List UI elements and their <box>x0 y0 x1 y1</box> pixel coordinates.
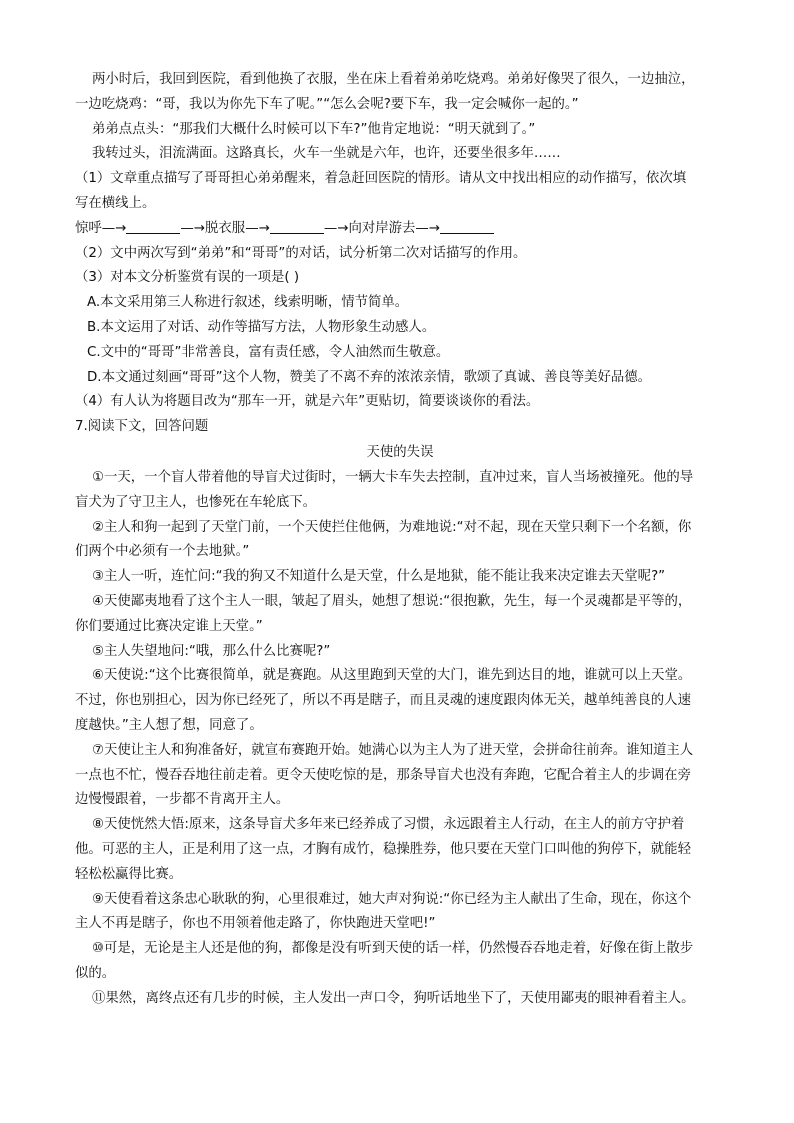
option-d: D.本文通过刻画“哥哥”这个人物，赞美了不离不弃的浓浓亲情，歌颂了真诚、善良等美好品德。 <box>87 369 652 385</box>
question-6-4: （4）有人认为将题目改为“那车一开，就是六年”更贴切，简要谈谈你的看法。 <box>75 394 540 410</box>
passage-paragraph-6-line-1: ⑥天使说:“这个比赛很简单，就是赛跑。从这里跑到天堂的大门，谁先到达目的地，谁就可以上天堂。 <box>92 668 692 684</box>
question-6-1-line-2: 写在横线上。 <box>75 195 156 211</box>
question-6-1-line-1: （1）文章重点描写了哥哥担心弟弟醒来，着急赶回医院的情形。请从文中找出相应的动作描写，依次填 <box>75 171 687 187</box>
action-step-2: 脱衣服 <box>205 220 246 236</box>
passage-paragraph-4-line-2: 你们要通过比赛决定谁上天堂。” <box>75 618 263 634</box>
action-step-3: 向对岸游去 <box>348 220 416 236</box>
passage-paragraph-10-line-1: ⑩可是，无论是主人还是他的狗，都像是没有听到天使的话一样，仍然慢吞吞地走着，好像在街上散步 <box>92 941 694 957</box>
passage-title: 天使的失误 <box>366 444 434 460</box>
action-step-1: 惊呼 <box>75 220 102 236</box>
arrow-2: —→ <box>180 220 206 236</box>
passage-paragraph-7-line-2: 一点也不忙，慢吞吞地往前走着。更令天使吃惊的是，那条导盲犬也没有奔跑，它配合着主人的步调在旁 <box>75 767 691 783</box>
arrow-1: —→ <box>101 220 127 236</box>
answer-blank-1[interactable] <box>126 219 180 234</box>
passage-paragraph-4-line-1: ④天使鄙夷地看了这个主人一眼，皱起了眉头，她想了想说:“很抱歉，先生，每一个灵魂都是平等的， <box>92 593 692 609</box>
answer-blank-3[interactable] <box>440 219 494 234</box>
passage-paragraph-8-line-1: ⑧天使恍然大悟:原来，这条导盲犬多年来已经养成了习惯，永远跟着主人行动，在主人的前方守护着 <box>92 817 685 833</box>
arrow-4: —→ <box>323 220 349 236</box>
option-a: A.本文采用第三人称进行叙述，线索明晰，情节简单。 <box>87 295 409 311</box>
story-paragraph-3: 我转过头，泪流满面。这路真长，火车一坐就是六年，也许，还要坐很多年…… <box>92 146 561 162</box>
passage-paragraph-1-line-1: ①一天，一个盲人带着他的导盲犬过街时，一辆大卡车失去控制，直冲过来，盲人当场被撞死。他的导 <box>92 469 694 485</box>
action-sequence-blanks <box>75 217 725 242</box>
document-page <box>75 68 725 1011</box>
arrow-3: —→ <box>245 220 270 236</box>
passage-paragraph-7-line-3: 边慢慢跟着，一步都不肯离开主人。 <box>75 792 290 808</box>
passage-paragraph-5: ⑤主人失望地问:“哦，那么什么比赛呢?” <box>92 643 331 659</box>
question-6-2: （2）文中两次写到“弟弟”和“哥哥”的对话，试分析第二次对话描写的作用。 <box>75 245 527 261</box>
story-paragraph-1-line-2: 一边吃烧鸡：“哥，我以为你先下车了呢。”“怎么会呢?要下车，我一定会喊你一起的。” <box>75 96 579 112</box>
passage-paragraph-10-line-2: 似的。 <box>75 965 116 981</box>
passage-paragraph-9-line-2: 主人不再是瞎子，你也不用领着他走路了，你快跑进天堂吧!” <box>75 916 436 932</box>
passage-paragraph-11: ⑪果然，离终点还有几步的时候，主人发出一声口令，狗听话地坐下了，天使用鄙夷的眼神看着主人。 <box>92 990 695 1006</box>
passage-paragraph-2-line-2: 们两个中必须有一个去地狱。” <box>75 544 250 560</box>
passage-paragraph-1-line-2: 盲犬为了守卫主人，也惨死在车轮底下。 <box>75 494 317 510</box>
passage-paragraph-9-line-1: ⑨天使看着这条忠心耿耿的狗，心里很难过，她大声对狗说:“你已经为主人献出了生命，现在，你这个 <box>92 891 692 907</box>
passage-paragraph-6-line-2: 不过，你也别担心，因为你已经死了，所以不再是瞎子，而且灵魂的速度跟肉体无关，越单纯善良的人速 <box>75 693 691 709</box>
question-6-3: （3）对本文分析鉴赏有误的一项是( ) <box>75 270 300 286</box>
question-7-heading: 7.阅读下文，回答问题 <box>75 419 209 435</box>
story-paragraph-1-line-1: 两小时后，我回到医院，看到他换了衣服，坐在床上看着弟弟吃烧鸡。弟弟好像哭了很久，一边抽泣， <box>92 72 695 87</box>
passage-paragraph-6-line-3: 度越快。”主人想了想，同意了。 <box>75 717 263 733</box>
option-b: B.本文运用了对话、动作等描写方法，人物形象生动感人。 <box>87 319 436 335</box>
option-c: C.文中的“哥哥”非常善良，富有责任感，令人油然而生敬意。 <box>87 344 450 360</box>
passage-paragraph-8-line-2: 他。可恶的主人，正是利用了这一点，才胸有成竹，稳操胜券，他只要在天堂门口叫他的狗停下，就能轻 <box>75 841 691 857</box>
passage-paragraph-3: ③主人一听，连忙问:“我的狗又不知道什么是天堂，什么是地狱，能不能让我来决定谁去天堂呢?” <box>92 569 666 585</box>
passage-paragraph-7-line-1: ⑦天使让主人和狗准备好，就宣布赛跑开始。她满心以为主人为了进天堂，会拼命往前奔。谁知道主人 <box>92 742 694 758</box>
passage-paragraph-2-line-1: ②主人和狗一起到了天堂门前，一个天使拦住他俩，为难地说:“对不起，现在天堂只剩下一个名额，你 <box>92 519 692 535</box>
arrow-5: —→ <box>415 220 441 236</box>
passage-paragraph-8-line-3: 轻松松赢得比赛。 <box>75 866 183 882</box>
answer-blank-2[interactable] <box>270 219 324 234</box>
story-paragraph-2: 弟弟点点头：“那我们大概什么时候可以下车?”他肯定地说：“明天就到了。” <box>92 121 536 137</box>
